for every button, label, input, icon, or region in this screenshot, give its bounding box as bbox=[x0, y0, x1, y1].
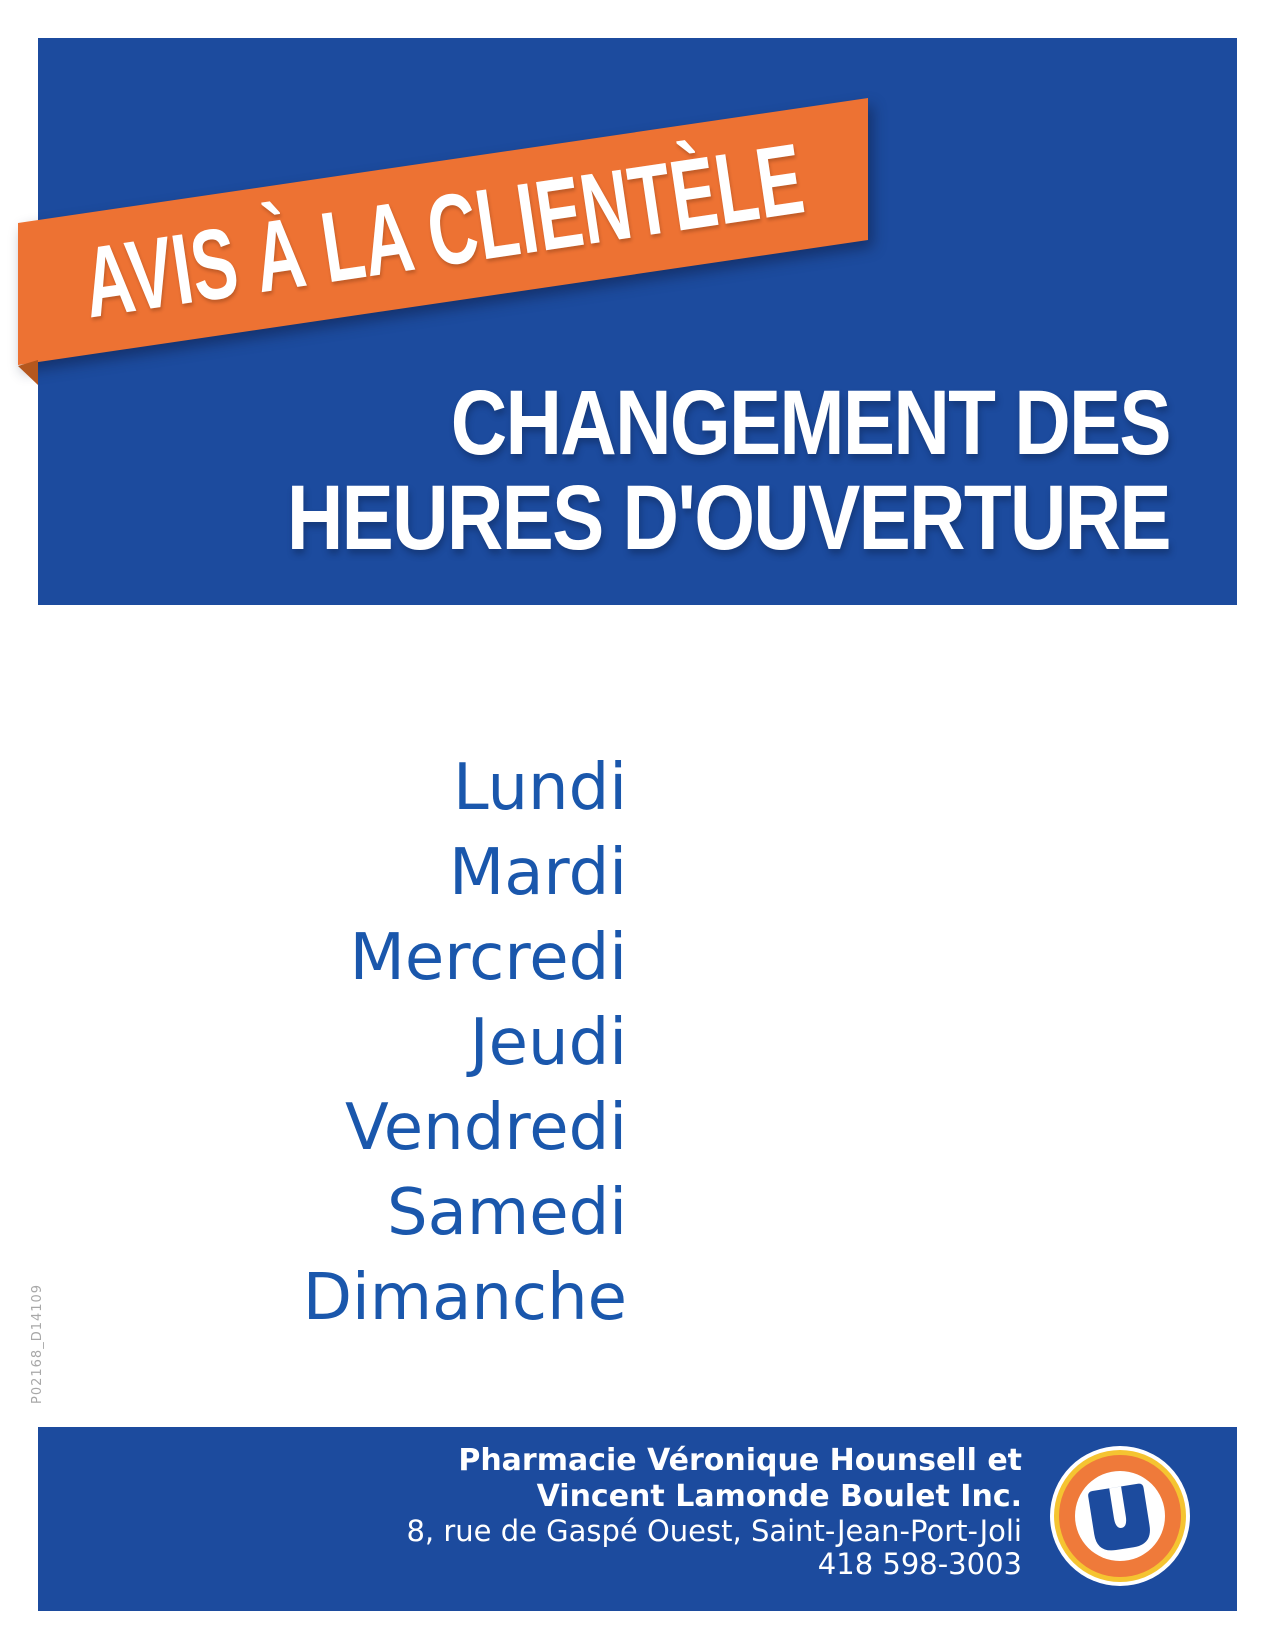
title-line-2: HEURES D'OUVERTURE bbox=[286, 467, 1170, 569]
list-item-friday: Vendredi bbox=[344, 1091, 627, 1165]
footer-bar bbox=[38, 1427, 1237, 1611]
pharmacy-phone: 418 598-3003 bbox=[817, 1547, 1022, 1581]
list-item-sunday: Dimanche bbox=[302, 1261, 627, 1335]
list-item-saturday: Samedi bbox=[387, 1176, 627, 1250]
print-code: P02168_D14109 bbox=[30, 1283, 45, 1404]
pharmacy-name-line-1: Pharmacie Véronique Hounsell et bbox=[458, 1443, 1022, 1478]
pharmacy-info bbox=[406, 1443, 1022, 1581]
page-title bbox=[131, 372, 1170, 569]
weekday-list bbox=[0, 746, 627, 1341]
ribbon-background bbox=[18, 98, 868, 365]
pharmacy-address: 8, rue de Gaspé Ouest, Saint-Jean-Port-Joli bbox=[406, 1514, 1022, 1548]
notice-ribbon bbox=[18, 98, 868, 365]
title-line-1: CHANGEMENT DES bbox=[450, 372, 1170, 474]
list-item-thursday: Jeudi bbox=[469, 1006, 627, 1080]
ribbon-label: AVIS À LA CLIENTÈLE bbox=[75, 122, 810, 340]
list-item-tuesday: Mardi bbox=[448, 836, 627, 910]
uniprix-logo-icon bbox=[1050, 1446, 1190, 1586]
pharmacy-name-line-2: Vincent Lamonde Boulet Inc. bbox=[536, 1479, 1022, 1514]
list-item-wednesday: Mercredi bbox=[349, 921, 627, 995]
list-item-monday: Lundi bbox=[452, 751, 627, 825]
